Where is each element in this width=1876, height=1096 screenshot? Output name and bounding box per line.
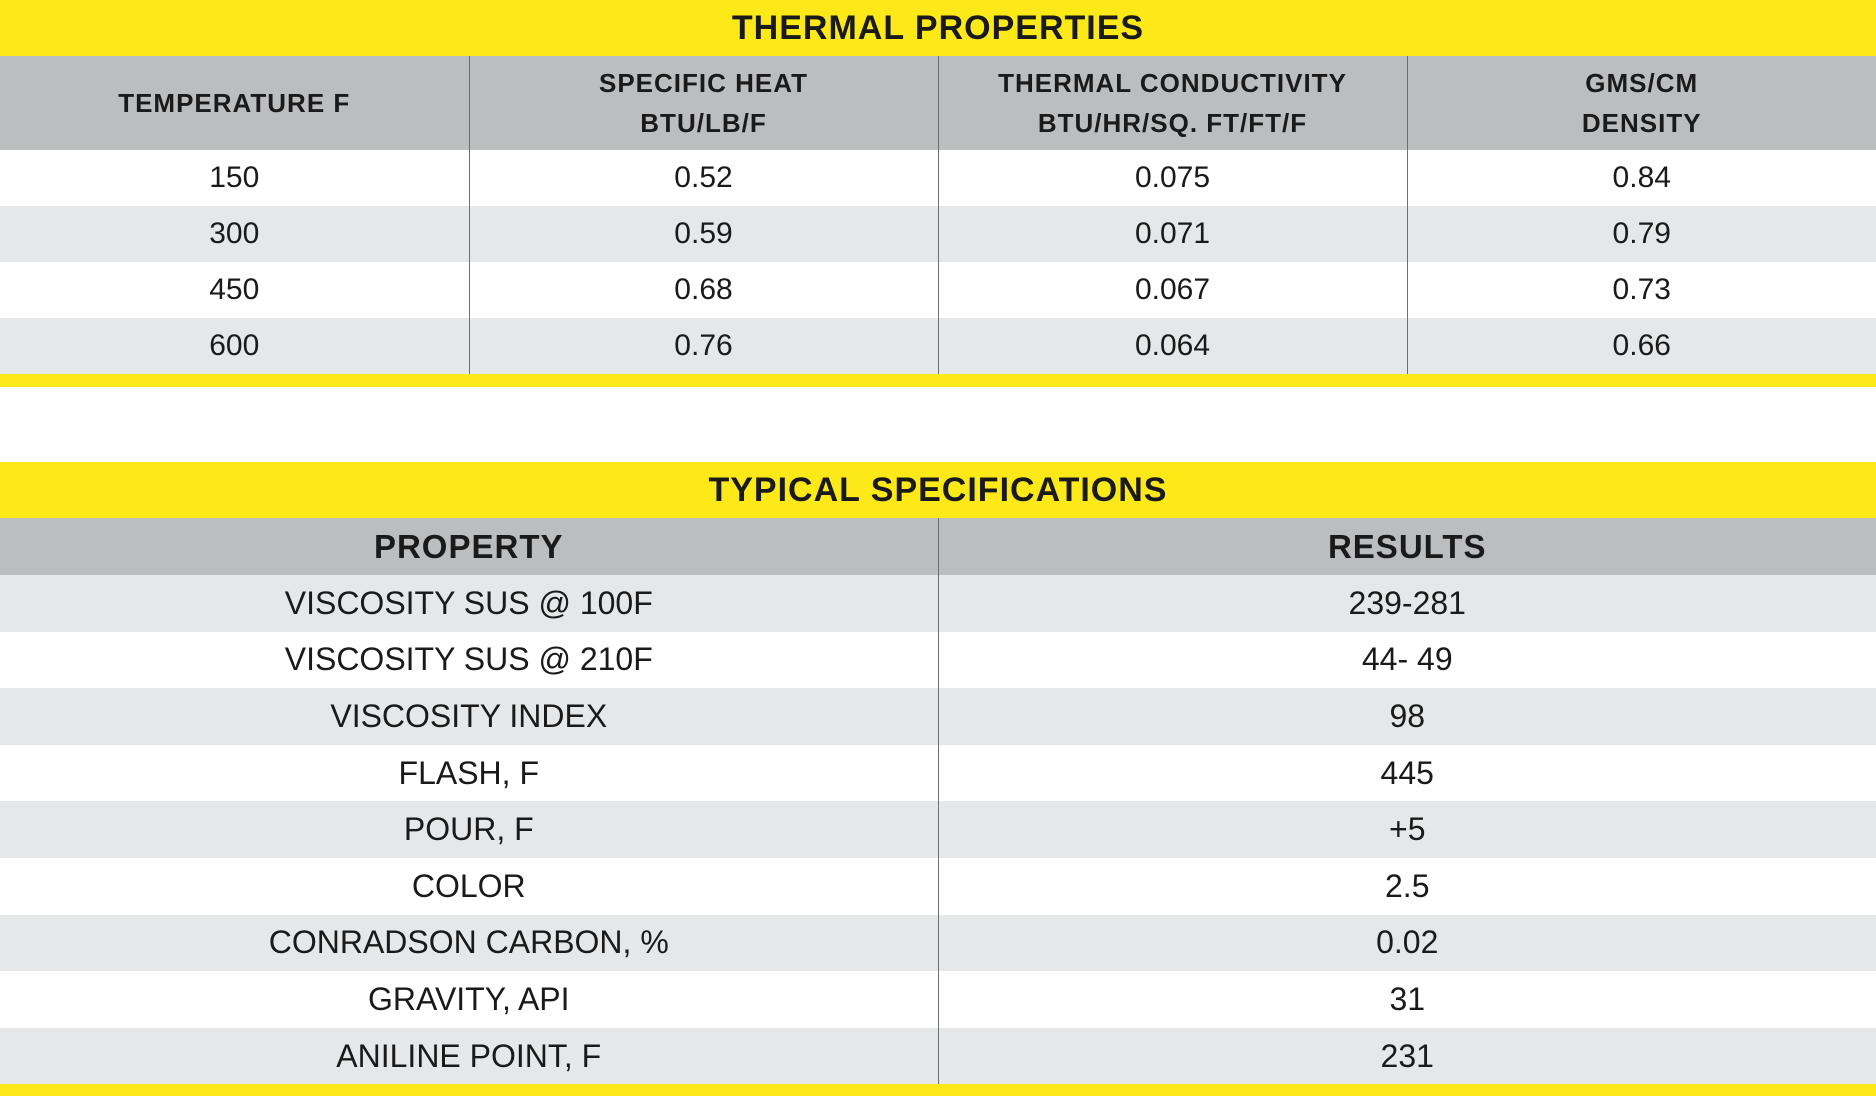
cell-property: FLASH, F: [0, 745, 938, 802]
cell-temperature: 150: [0, 150, 469, 206]
cell-temperature: 300: [0, 206, 469, 262]
table-row: [0, 632, 1876, 689]
cell-density: 0.84: [1407, 150, 1876, 206]
cell-property: ANILINE POINT, F: [0, 1028, 938, 1085]
cell-thermal-conductivity: 0.064: [938, 318, 1407, 374]
table-row: [0, 262, 1876, 318]
header-density-line1: GMS/CM: [1408, 63, 1876, 103]
cell-density: 0.66: [1407, 318, 1876, 374]
cell-result: 231: [938, 1028, 1876, 1085]
cell-result: 31: [938, 971, 1876, 1028]
cell-specific-heat: 0.59: [469, 206, 938, 262]
cell-property: VISCOSITY SUS @ 100F: [0, 575, 938, 632]
table-row: [0, 318, 1876, 374]
cell-density: 0.73: [1407, 262, 1876, 318]
cell-property: CONRADSON CARBON, %: [0, 915, 938, 972]
cell-property: GRAVITY, API: [0, 971, 938, 1028]
cell-result: +5: [938, 801, 1876, 858]
cell-result: 0.02: [938, 915, 1876, 972]
header-temperature: [0, 56, 469, 150]
cell-specific-heat: 0.68: [469, 262, 938, 318]
cell-property: VISCOSITY INDEX: [0, 688, 938, 745]
header-thermal-conductivity: [938, 56, 1407, 150]
cell-result: 44- 49: [938, 632, 1876, 689]
header-results: RESULTS: [938, 518, 1876, 575]
thermal-header-row: [0, 56, 1876, 150]
table-row: [0, 206, 1876, 262]
header-specific-heat-line1: SPECIFIC HEAT: [470, 63, 938, 103]
cell-property: POUR, F: [0, 801, 938, 858]
table-row: [0, 971, 1876, 1028]
cell-temperature: 600: [0, 318, 469, 374]
cell-property: COLOR: [0, 858, 938, 915]
specs-bottom-bar: [0, 1084, 1876, 1096]
cell-result: 2.5: [938, 858, 1876, 915]
cell-property: VISCOSITY SUS @ 210F: [0, 632, 938, 689]
header-density-line2: DENSITY: [1408, 103, 1876, 143]
thermal-properties-grid: [0, 56, 1876, 374]
header-temperature-line1: TEMPERATURE F: [0, 83, 469, 123]
cell-result: 445: [938, 745, 1876, 802]
cell-thermal-conductivity: 0.071: [938, 206, 1407, 262]
table-row: [0, 1028, 1876, 1085]
typical-specifications-title: TYPICAL SPECIFICATIONS: [0, 462, 1876, 518]
header-thermal-conductivity-line1: THERMAL CONDUCTIVITY: [939, 63, 1407, 103]
specs-header-row: [0, 518, 1876, 575]
cell-temperature: 450: [0, 262, 469, 318]
table-row: [0, 801, 1876, 858]
cell-result: 239-281: [938, 575, 1876, 632]
cell-result: 98: [938, 688, 1876, 745]
typical-specifications-grid: [0, 518, 1876, 1084]
header-thermal-conductivity-line2: BTU/HR/SQ. FT/FT/F: [939, 103, 1407, 143]
cell-thermal-conductivity: 0.075: [938, 150, 1407, 206]
table-row: [0, 575, 1876, 632]
table-row: [0, 858, 1876, 915]
header-specific-heat-line2: BTU/LB/F: [470, 103, 938, 143]
header-specific-heat: [469, 56, 938, 150]
cell-specific-heat: 0.52: [469, 150, 938, 206]
typical-specifications-table: [0, 462, 1876, 1096]
header-density: [1407, 56, 1876, 150]
table-row: [0, 150, 1876, 206]
cell-specific-heat: 0.76: [469, 318, 938, 374]
header-property: PROPERTY: [0, 518, 938, 575]
table-row: [0, 745, 1876, 802]
table-row: [0, 915, 1876, 972]
thermal-properties-title: THERMAL PROPERTIES: [0, 0, 1876, 56]
table-row: [0, 688, 1876, 745]
cell-thermal-conductivity: 0.067: [938, 262, 1407, 318]
thermal-bottom-bar: [0, 374, 1876, 387]
thermal-properties-table: [0, 0, 1876, 387]
cell-density: 0.79: [1407, 206, 1876, 262]
